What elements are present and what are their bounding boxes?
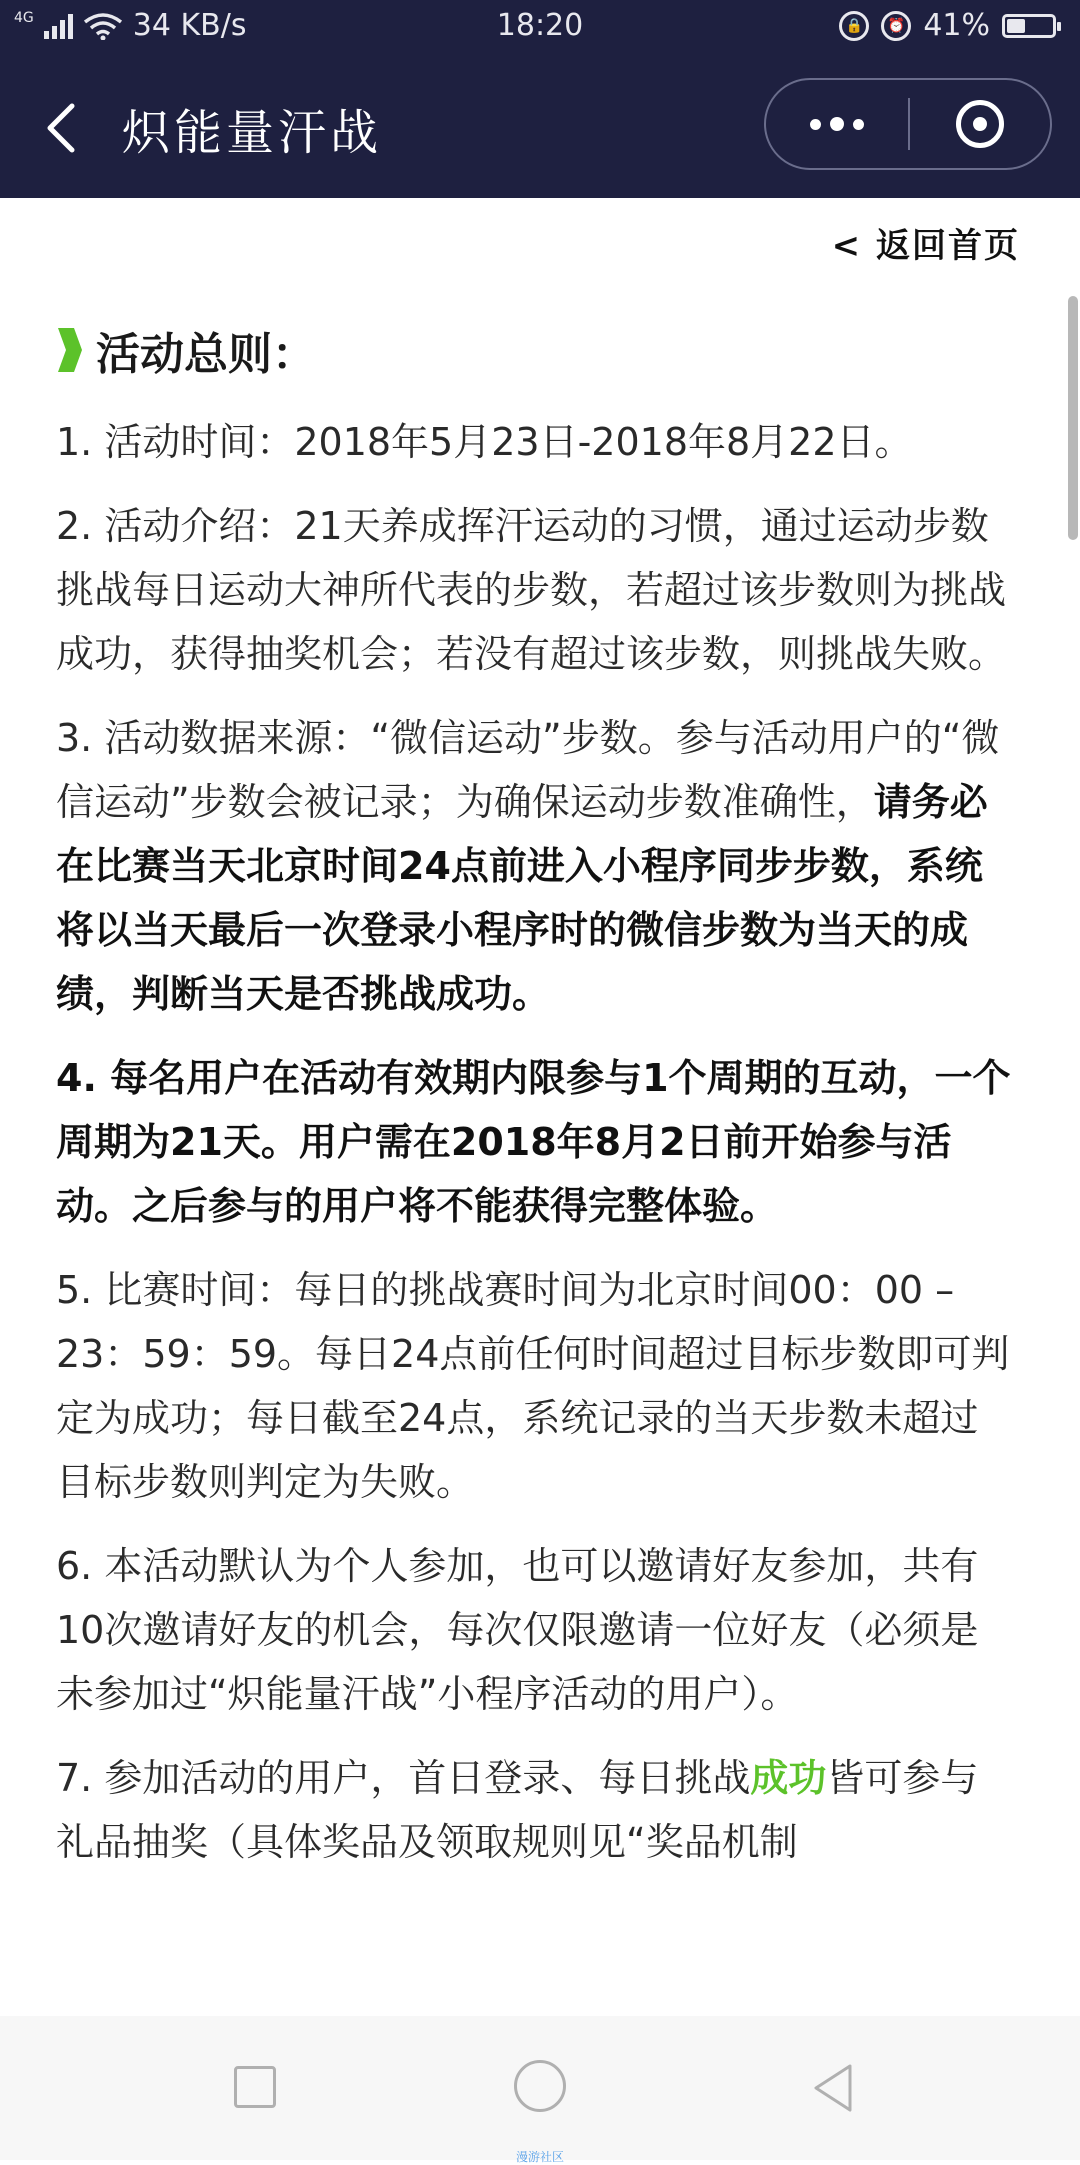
recent-apps-button[interactable] <box>234 2066 276 2108</box>
return-home-link[interactable]: < 返回首页 <box>831 226 1020 266</box>
status-right <box>839 8 1056 43</box>
network-speed: 34 KB/s <box>132 8 247 43</box>
battery-icon <box>1002 14 1056 38</box>
rule-item-2: 2. 活动介绍：21天养成挥汗运动的习惯，通过运动步数挑战每日运动大神所代表的步数，若超过该步数则为挑战成功，获得抽奖机会；若没有超过该步数，则挑战失败。 <box>56 504 1007 676</box>
rule-7-text-b: 皆可参与礼品抽奖（具体奖品及领取规则见“奖品机制 <box>56 1756 979 1864</box>
alarm-icon: ⏰ <box>881 11 911 41</box>
rule-item-4 <box>56 1046 1016 1238</box>
rule-3-bold-text: 请务必在比赛当天北京时间24点前进入小程序同步步数，系统将以当天最后一次登录小程序时的微信步数为当天的成绩，判断当天是否挑战成功。 <box>56 780 988 1016</box>
capsule-menu <box>764 78 1052 170</box>
battery-percent: 41% <box>923 8 990 43</box>
more-dots-icon[interactable] <box>766 80 908 168</box>
green-chevron-icon <box>56 326 84 374</box>
rule-item-3 <box>56 706 1016 1026</box>
chevron-left-icon[interactable] <box>38 100 88 156</box>
mini-program-navbar <box>0 56 1080 198</box>
system-nav-bar <box>0 2016 1080 2164</box>
watermark: 漫游社区 <box>515 2150 564 2164</box>
battery-level <box>1007 19 1025 33</box>
clock: 18:20 <box>496 8 584 43</box>
status-bar <box>0 0 1080 56</box>
back-triangle-button[interactable] <box>808 2062 858 2114</box>
target-circle-icon <box>956 100 1004 148</box>
rule-3-text: 3. 活动数据来源：“微信运动”步数。参与活动用户的“微信运动”步数会被记录；为确保运动步数准确性， <box>56 716 1000 824</box>
section-title: 活动总则： <box>96 329 316 380</box>
section-header <box>56 318 1016 382</box>
scrollbar[interactable] <box>1068 296 1078 540</box>
page-title: 炽能量汗战 <box>122 105 383 161</box>
rule-7-success-highlight: 成功 <box>750 1756 827 1800</box>
close-mini-program-button[interactable] <box>910 100 1050 148</box>
network-type: 4G <box>14 9 34 26</box>
home-button[interactable] <box>514 2060 566 2112</box>
rule-item-1: 1. 活动时间：2018年5月23日-2018年8月22日。 <box>56 420 913 464</box>
rule-item-7 <box>56 1746 1016 1874</box>
rules-content <box>56 318 1016 1894</box>
lock-rotation-icon: 🔒 <box>839 11 869 41</box>
rule-item-5: 5. 比赛时间：每日的挑战赛时间为北京时间00：00 – 23：59：59。每日24点前任何时间超过目标步数即可判定为成功；每日截至24点，系统记录的当天步数未超过目标步数则判定为失败。 <box>56 1268 1010 1504</box>
rule-4-bold-text: 4. 每名用户在活动有效期内限参与1个周期的互动，一个周期为21天。用户需在2018年8月2日前开始参与活动。之后参与的用户将不能获得完整体验。 <box>56 1056 1011 1228</box>
rule-7-text-a: 7. 参加活动的用户，首日登录、每日挑战 <box>56 1756 751 1800</box>
rule-item-6: 6. 本活动默认为个人参加，也可以邀请好友参加，共有10次邀请好友的机会，每次仅限邀请一位好友（必须是未参加过“炽能量汗战”小程序活动的用户）。 <box>56 1544 979 1716</box>
